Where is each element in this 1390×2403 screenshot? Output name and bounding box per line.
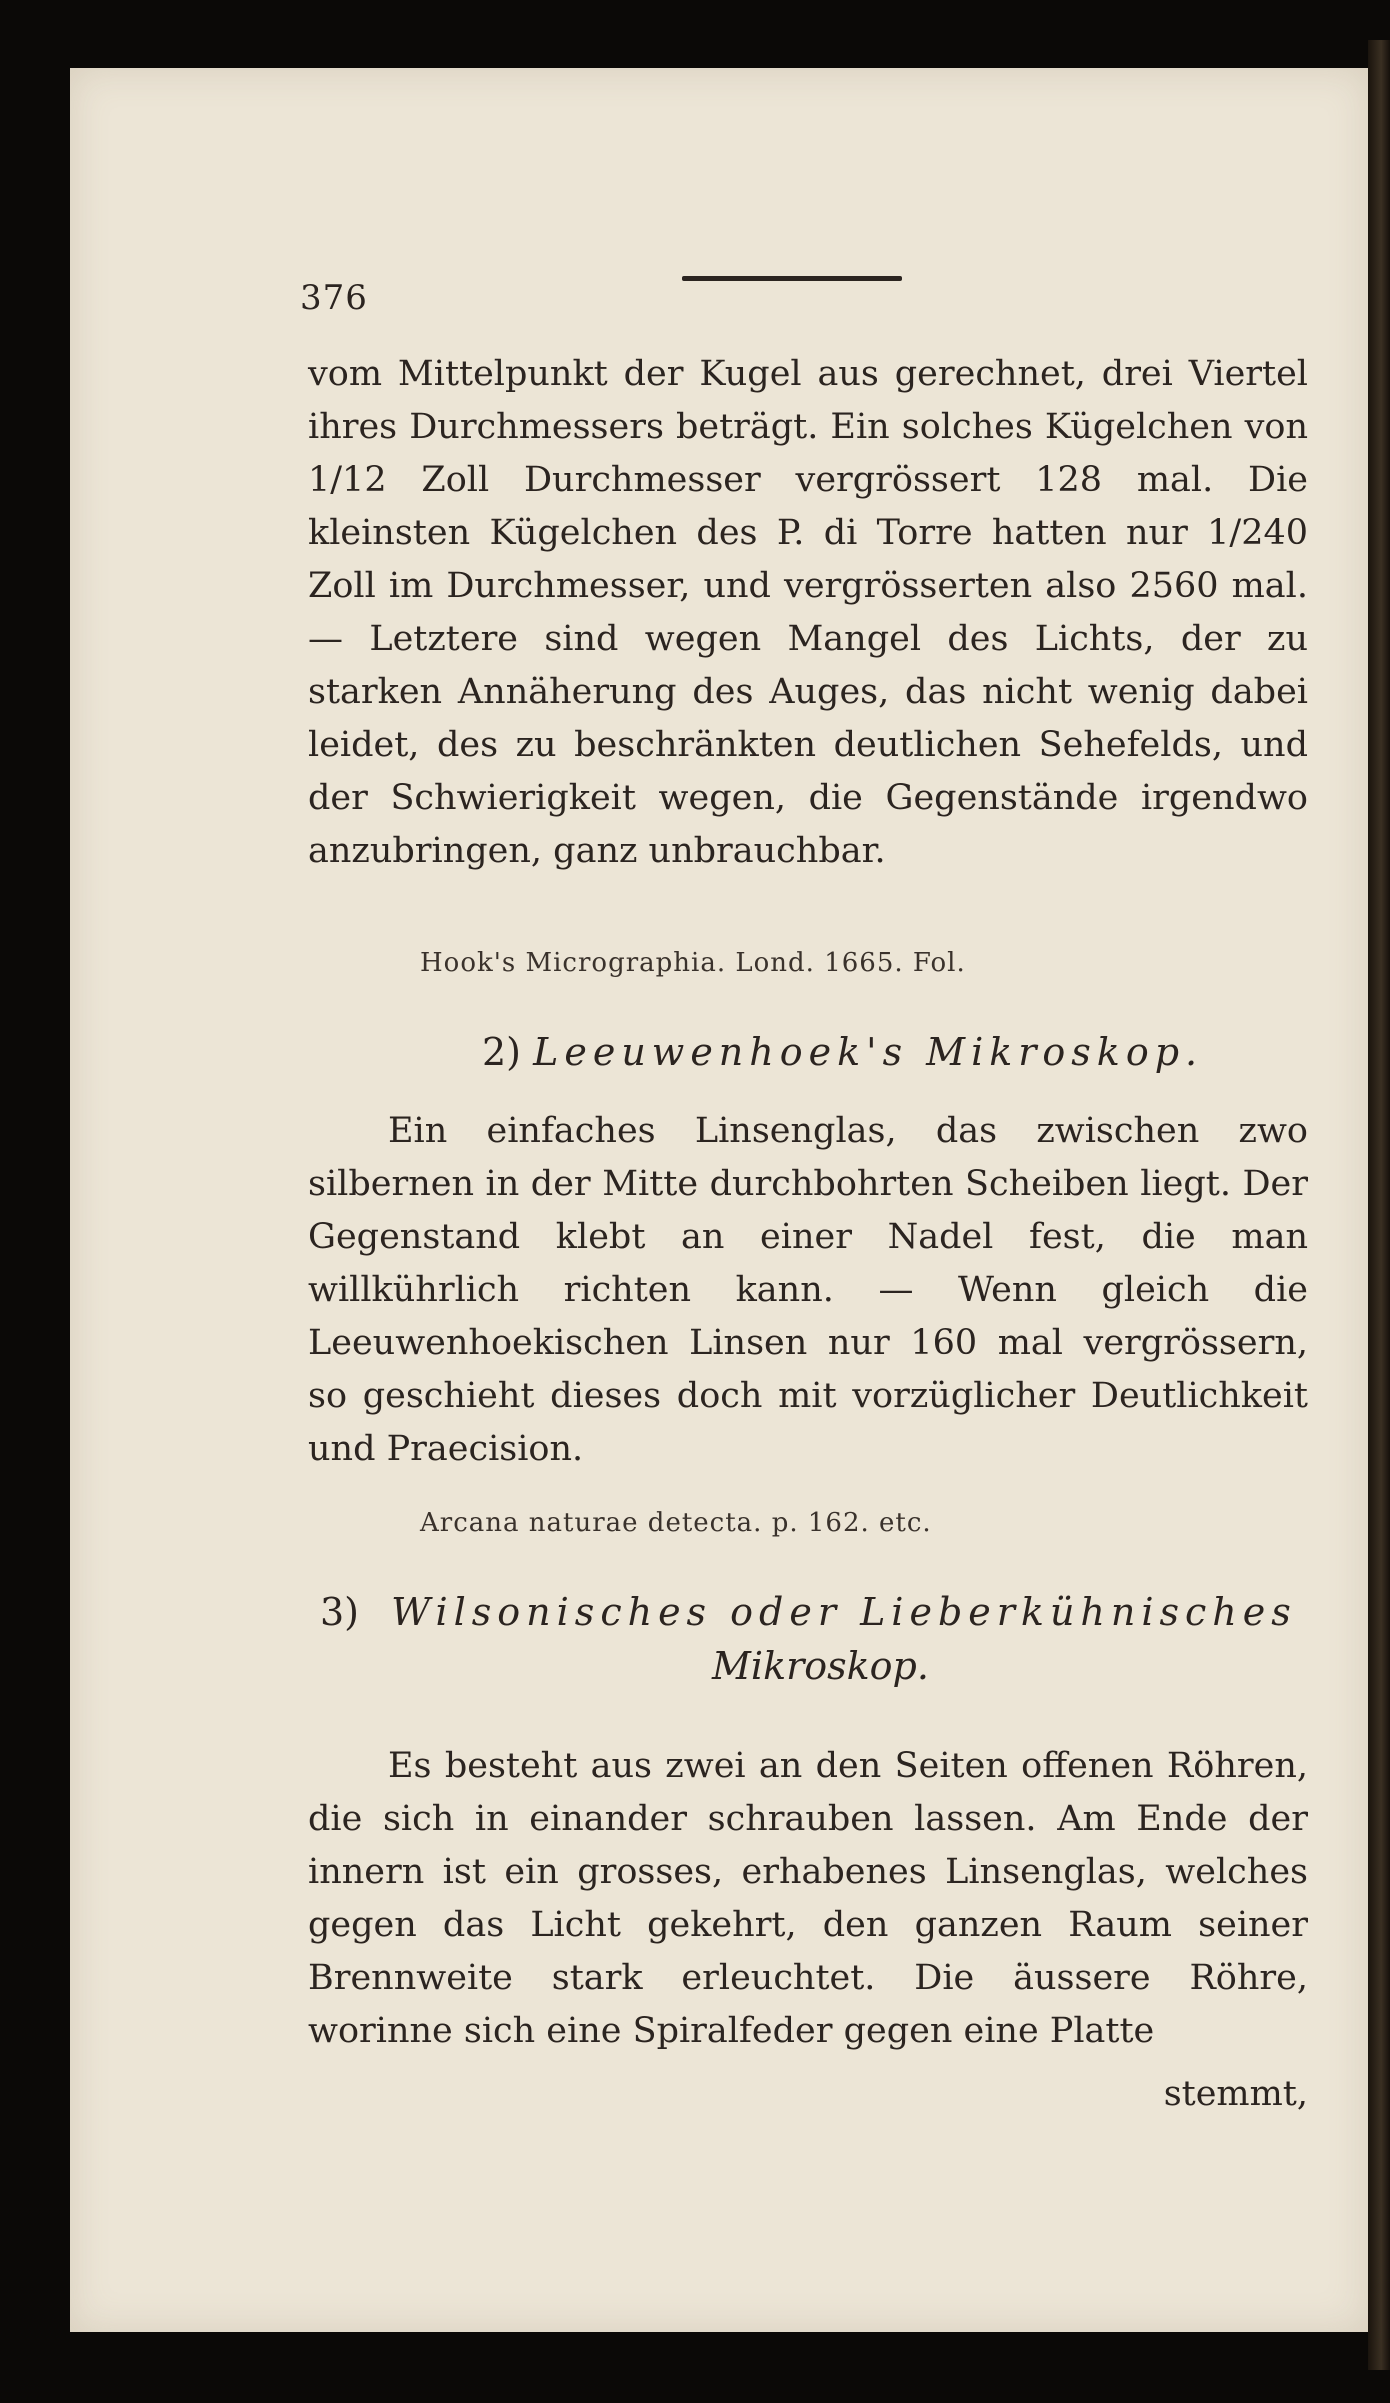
section-3-title-line-2: Mikroskop. [712, 1644, 929, 1688]
section-3-text: Es besteht aus zwei an den Seiten offenen Röhren, die sich in einander schrauben lassen. Am Ende der innern ist ein grosses, erhabenes Linsenglas, welches gegen das Licht gekehrt, den ganzen Raum seiner Brennweite stark erleuchtet. Die äussere Röhre, worinne sich eine Spiralfeder gegen eine Platte [308, 1746, 1308, 2051]
section-3-body [308, 1740, 1308, 2058]
section-2-text: Ein einfaches Linsenglas, das zwischen zwo silbernen in der Mitte durchbohrten Scheiben liegt. Der Gegenstand klebt an einer Nadel fest, die man willkührlich richten kann. — Wenn gleich die Leeuwenhoekischen Linsen nur 160 mal vergrössern, so geschieht dieses doch mit vorzüglicher Deutlichkeit und Praecision. [308, 1111, 1308, 1469]
section-3-number: 3) [320, 1590, 360, 1634]
page-number: 376 [300, 278, 368, 318]
section-2-title: Leeuwenhoek's Mikroskop. [533, 1030, 1204, 1074]
paragraph-1 [308, 348, 1308, 878]
citation-hook: Hook's Micrographia. Lond. 1665. Fol. [420, 948, 966, 978]
header-rule [682, 276, 902, 281]
section-2-number: 2) [482, 1030, 522, 1074]
section-3-title-line-1: Wilsonisches oder Lieberkühnisches [391, 1590, 1297, 1634]
section-2-heading [482, 1030, 1203, 1074]
catchword [308, 2068, 1308, 2121]
paragraph-1-text: vom Mittelpunkt der Kugel aus gerechnet, drei Viertel ihres Durchmessers beträgt. Ein solches Kügelchen von 1/12 Zoll Durchmesser vergrössert 128 mal. Die kleinsten Kügelchen des P. di Torre hatten nur 1/240 Zoll im Durchmesser, und vergrösserten also 2560 mal. — Letztere sind wegen Mangel des Lichts, der zu starken Annäherung des Auges, das nicht wenig dabei leidet, des zu beschränkten deutlichen Sehefelds, und der Schwierigkeit wegen, die Gegenstände irgendwo anzubringen, ganz unbrauchbar. [308, 354, 1308, 871]
catchword-text: stemmt, [1163, 2074, 1308, 2114]
section-3-heading [320, 1590, 1297, 1634]
citation-arcana: Arcana naturae detecta. p. 162. etc. [420, 1508, 932, 1538]
page-edge [1368, 40, 1390, 2370]
section-2-body [308, 1105, 1308, 1476]
